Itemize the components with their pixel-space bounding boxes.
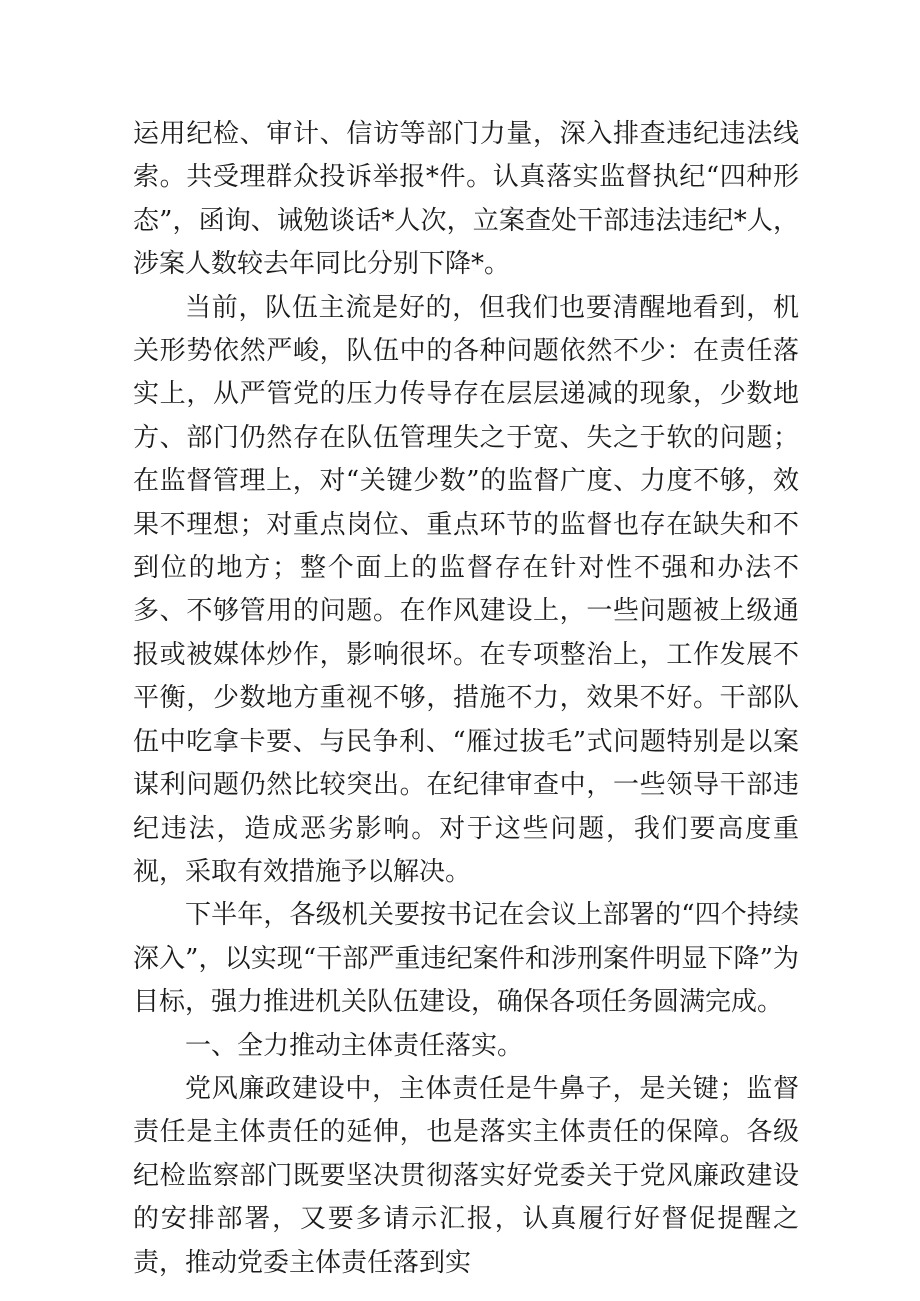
document-body: [133, 113, 799, 1285]
paragraph-3: 下半年，各级机关要按书记在会议上部署的“四个持续深入”，以实现“干部严重违纪案件和涉刑案件明显下降”为目标，强力推进机关队伍建设，确保各项任务圆满完成。: [133, 900, 799, 1018]
paragraph-2: 当前，队伍主流是好的，但我们也要清醒地看到，机关形势依然严峻，队伍中的各种问题依然不少：在责任落实上，从严管党的压力传导存在层层递减的现象，少数地方、部门仍然存在队伍管理失之于宽、失之于软的问题；在监督管理上，对“关键少数”的监督广度、力度不够，效果不理想；对重点岗位、重点环节的监督也存在缺失和不到位的地方；整个面上的监督存在针对性不强和办法不多、不够管用的问题。在作风建设上，一些问题被上级通报或被媒体炒作，影响很坏。在专项整治上，工作发展不平衡，少数地方重视不够，措施不力，效果不好。干部队伍中吃拿卡要、与民争利、“雁过拔毛”式问题特别是以案谋利问题仍然比较突出。在纪律审查中，一些领导干部违纪违法，造成恶劣影响。对于这些问题，我们要高度重视，采取有效措施予以解决。: [133, 292, 799, 887]
section-heading-1: 一、全力推动主体责任落实。: [185, 1030, 524, 1061]
paragraph-5: 党风廉政建设中，主体责任是牛鼻子，是关键；监督责任是主体责任的延伸，也是落实主体责任的保障。各级纪检监察部门既要坚决贯彻落实好党委关于党风廉政建设的安排部署，又要多请示汇报，认真履行好督促提醒之责，推动党委主体责任落到实: [133, 1073, 799, 1278]
paragraph-1: 运用纪检、审计、信访等部门力量，深入排查违纪违法线索。共受理群众投诉举报*件。认真落实监督执纪“四种形态”，函询、诫勉谈话*人次，立案查处干部违法违纪*人，涉案人数较去年同比分别下降*。: [133, 119, 799, 280]
